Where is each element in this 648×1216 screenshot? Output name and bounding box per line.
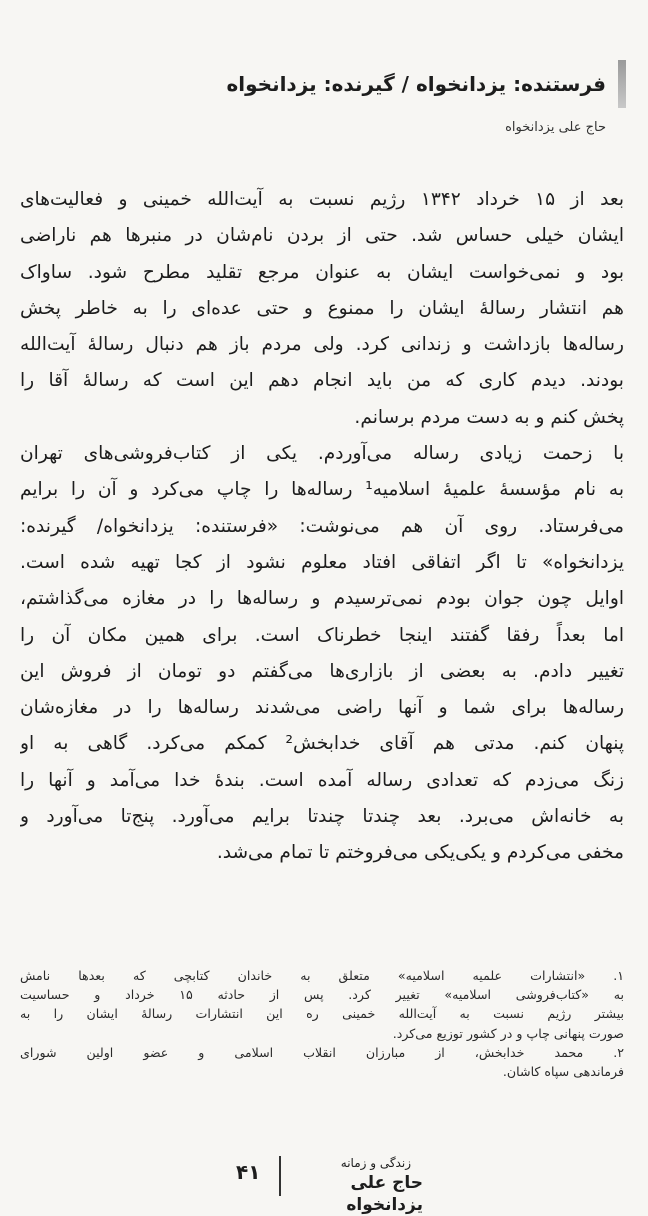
body-line: بعد از ۱۵ خرداد ۱۳۴۲ رژیم نسبت به آیت‌الله خمینی و فعالیت‌های <box>20 189 624 210</box>
body-line: ایشان خیلی حساس شد. حتی از بردن نام‌شان در منبرها هم ناراضی <box>20 225 624 247</box>
body-line: تغییر دادم. به بعضی از بازاری‌ها می‌گفتم دو تومان از فروش این <box>20 660 624 682</box>
body-line: اما بعداً رفقا گفتند اینجا خطرناک است. برای همین مکان آن را <box>20 624 624 646</box>
body-line: می‌فرستاد. روی آن هم می‌نوشت: «فرستنده: یزدانخواه/ گیرنده: <box>20 515 624 537</box>
body-line: به خانه‌اش می‌برد. بعد چندتا چندتا برایم می‌آورد. پنج‌تا می‌آورد و <box>20 806 624 828</box>
footnote-line: ۱. «انتشارات علمیه اسلامیه» متعلق به خاندان کتابچی که بعدها نامش <box>20 968 624 983</box>
body-line: رساله‌ها بازداشت و زندانی کرد. ولی مردم باز هم دنبال رسالهٔ آیت‌الله <box>20 334 624 356</box>
body-line: با زحمت زیادی رساله می‌آوردم. یکی از کتاب‌فروشی‌های تهران <box>20 443 624 465</box>
body-line: رساله‌ها برای شما و آنها راضی می‌شدند رساله‌ها را در مغازه‌شان <box>20 697 624 719</box>
body-line: مخفی می‌کردم و یکی‌یکی می‌فروختم تا تمام می‌شد. <box>216 842 624 864</box>
footnotes <box>20 966 624 1081</box>
page-number: ۴۱ <box>236 1160 261 1184</box>
footnote-line: به «کتاب‌فروشی اسلامیه» تغییر کرد. پس از حادثه ۱۵ خرداد و حساسیت <box>20 987 624 1003</box>
body-line: زنگ می‌زدم که تعدادی رساله آمده است. بندهٔ خدا می‌آمد و آنها را <box>20 769 624 791</box>
section-title: فرستنده: یزدانخواه / گیرنده: یزدانخواه <box>226 72 606 96</box>
footnote-line: فرماندهی سپاه کاشان. <box>502 1063 624 1079</box>
body-line: بود و نمی‌خواست ایشان به عنوان مرجع تقلید مطرح شود. ساواک <box>20 261 624 283</box>
body-line: پنهان کنم. مدتی هم آقای خدابخش² کمکم می‌کرد. گاهی به او <box>20 733 624 755</box>
book-title: حاج علی یزدانخواه <box>346 1173 423 1215</box>
body-line: هم انتشار رسالهٔ ایشان را ممنوع و حتی عده‌ای را به خاطر پخش <box>20 297 624 319</box>
body-line: بودند. دیدم کاری که من باید انجام دهم این است که رسالهٔ آقا را <box>20 370 624 392</box>
page-footer <box>0 1150 648 1215</box>
body-line: اوایل چون جوان بودم نمی‌ترسیدم و رساله‌ها را در مغازه می‌گذاشتم، <box>20 588 624 610</box>
footnote-line: صورت پنهانی چاپ و در کشور توزیع می‌کرد. <box>392 1025 624 1041</box>
section-author: حاج علی یزدانخواه <box>505 120 606 135</box>
footnote-line: ۲. محمد خدابخش، از مبارزان انقلاب اسلامی و عضو اولین شورای <box>20 1044 624 1060</box>
header-marker-bar <box>618 60 626 108</box>
body-line: به نام مؤسسهٔ علمیهٔ اسلامیه¹ رساله‌ها را چاپ می‌کرد و آن را برایم <box>20 479 624 501</box>
body-line: یزدانخواه» تا اگر اتفاقی افتاد معلوم نشود از کجا تهیه شده است. <box>20 551 624 573</box>
footer-divider <box>279 1156 281 1196</box>
series-title: زندگی و زمانه <box>340 1156 411 1170</box>
body-line: پخش کنم و به دست مردم برسانم. <box>354 406 624 428</box>
body-text <box>20 182 624 872</box>
footnote-line: بیشتر رژیم نسبت به آیت‌الله خمینی ره این انتشارات رسالهٔ ایشان را به <box>20 1006 624 1022</box>
